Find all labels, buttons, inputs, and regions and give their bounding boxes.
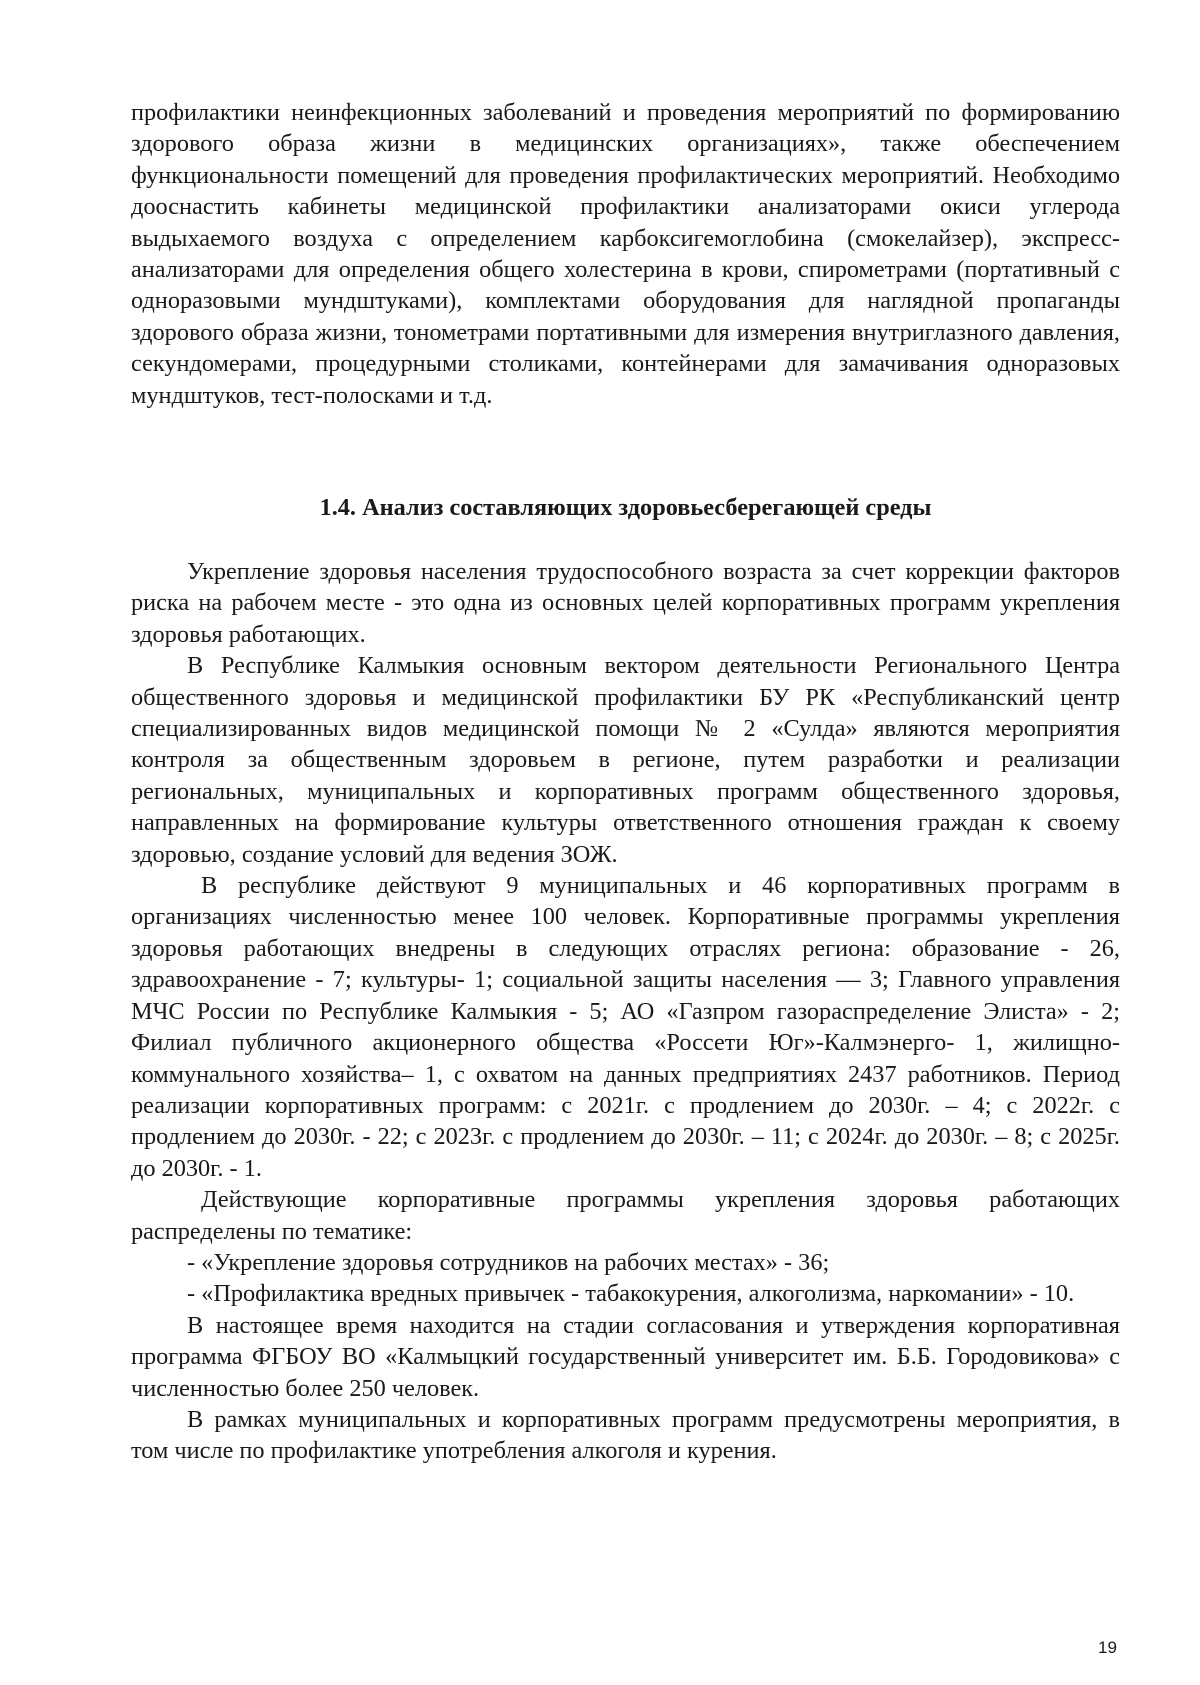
intro-paragraph: профилактики неинфекционных заболеваний и проведения мероприятий по формированию здорового образа жизни в медицинских организациях», также обеспечением функциональности помещений для проведения профилактических мероприятий. Необходимо дооснастить кабинеты медицинской профилактики анализаторами окиси углерода выдыхаемого воздуха с определением карбоксигемоглобина (смокелайзер), экспресс-анализаторами для определения общего холестерина в крови, спирометрами (портативный с одноразовыми мундштуками), комплектами оборудования для наглядной пропаганды здорового образа жизни, тонометрами портативными для измерения внутриглазного давления, секундомерами, процедурными столиками, контейнерами для замачивания одноразовых мундштуков, тест-полосками и т.д. (131, 99, 1120, 409)
paragraph-regional-center: В Республике Калмыкия основным вектором деятельности Регионального Центра общественного здоровья и медицинской профилактики БУ РК «Республиканский центр специализированных видов медицинской помощи № 2 «Сулда» являются мероприятия контроля за общественным здоровьем в регионе, путем разработки и реализации региональных, муниципальных и корпоративных программ общественного здоровья, направленных на формирование культуры ответственного отношения граждан к своему здоровью, создание условий для ведения ЗОЖ. (131, 652, 1120, 868)
paragraph-health-promotion: Укрепление здоровья населения трудоспособного возраста за счет коррекции факторов риска на рабочем месте - это одна из основных целей корпоративных программ укрепления здоровья работающих. (131, 558, 1120, 648)
paragraph-alcohol-smoking: В рамках муниципальных и корпоративных программ предусмотрены мероприятия, в том числе по профилактике употребления алкоголя и курения. (131, 1405, 1120, 1465)
paragraph-programs-statistics: В республике действуют 9 муниципальных и 46 корпоративных программ в организациях численностью менее 100 человек. Корпоративные программы укрепления здоровья работающих внедрены в следующих отраслях региона: образование - 26, здравоохранение - 7; культуры- 1; социальной защиты населения — 3; Главного управления МЧС России по Республике Калмыкия - 5; АО «Газпром газораспределение Элиста» - 2; Филиал публичного акционерного общества «Россети Юг»-Калмэнерго- 1, жилищно-коммунального хозяйства– 1, с охватом на данных предприятиях 2437 работников. Период реализации корпоративных программ: с 2021г. с продлением до 2030г. – 4; с 2022г. с продлением до 2030г. - 22; с 2023г. с продлением до 2030г. – 11; с 2024г. до 2030г. – 8; с 2025г. до 2030г. - 1. (131, 872, 1120, 1182)
section-heading: 1.4. Анализ составляющих здоровьесберегающей среды (319, 494, 932, 521)
list-item-workplace-health: - «Укрепление здоровья сотрудников на рабочих местах» - 36; (187, 1248, 830, 1276)
list-item-bad-habits: - «Профилактика вредных привычек - табакокурения, алкоголизма, наркомании» - 10. (187, 1280, 1075, 1308)
section-body (131, 556, 1120, 1467)
page-number: 19 (1098, 1638, 1117, 1657)
paragraph-programs-topics: Действующие корпоративные программы укрепления здоровья работающих распределены по тематике: (131, 1186, 1120, 1245)
intro-text (131, 97, 1120, 411)
paragraph-university-program: В настоящее время находится на стадии согласования и утверждения корпоративная программа ФГБОУ ВО «Калмыцкий государственный университет им. Б.Б. Городовикова» с численностью более 250 человек. (131, 1311, 1120, 1402)
